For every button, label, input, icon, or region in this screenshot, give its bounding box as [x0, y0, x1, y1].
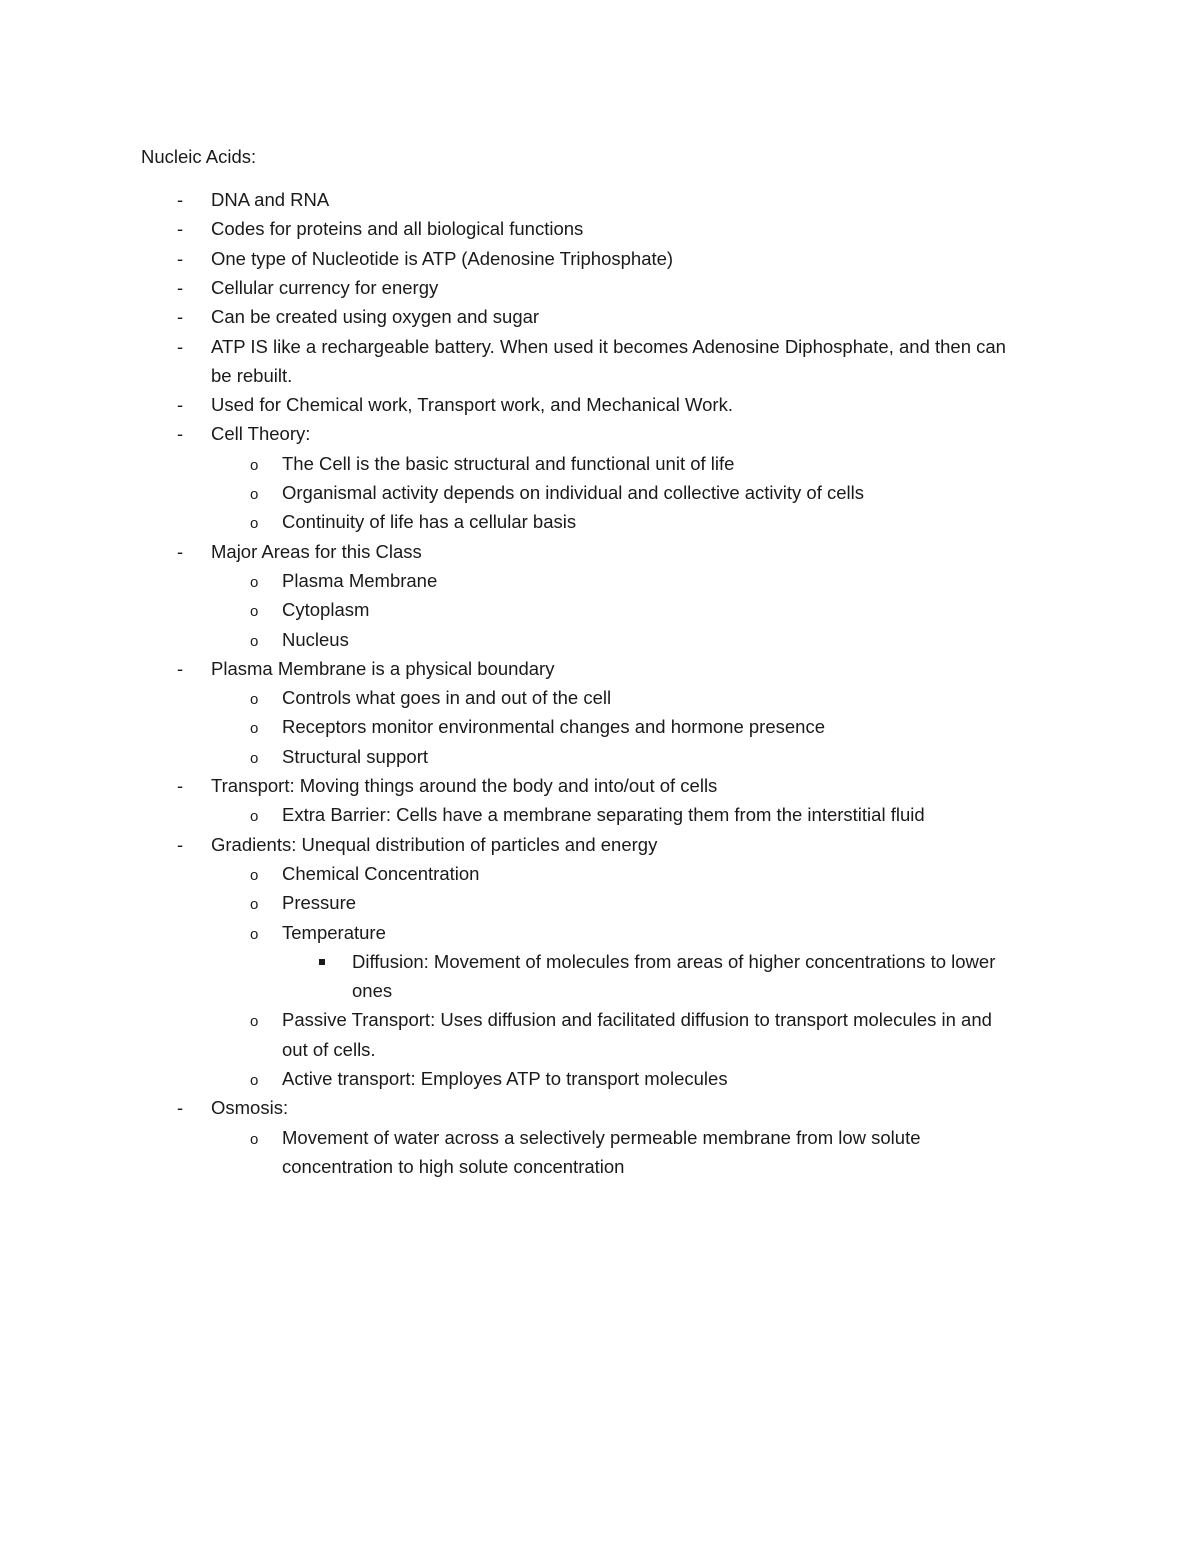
- dash-bullet-icon: -: [177, 276, 184, 298]
- list-item-text: DNA and RNA: [211, 189, 330, 210]
- dash-bullet-icon: -: [177, 247, 184, 269]
- list-item-text: Cytoplasm: [282, 599, 370, 621]
- circle-bullet-icon: o: [250, 896, 259, 914]
- dash-bullet-icon: -: [177, 775, 184, 796]
- dash-bullet-icon: -: [177, 189, 184, 210]
- dash-bullet-icon: -: [177, 540, 184, 562]
- dash-bullet-icon: -: [177, 423, 184, 445]
- list-item-text: Chemical Concentration: [282, 862, 480, 884]
- list-item-text: Passive Transport: Uses diffusion and facilitated diffusion to transport molecules in and: [282, 1009, 992, 1031]
- circle-bullet-icon: o: [250, 1072, 259, 1089]
- list-item-text: out of cells.: [282, 1038, 376, 1060]
- list-item-text: Active transport: Employes ATP to transport molecules: [282, 1068, 728, 1089]
- circle-bullet-icon: o: [250, 691, 259, 709]
- list-item-text: Pressure: [282, 892, 357, 914]
- dash-bullet-icon: -: [177, 335, 184, 357]
- list-item-text: Cellular currency for energy: [211, 276, 439, 298]
- list-item-text: Codes for proteins and all biological functions: [211, 218, 584, 240]
- circle-bullet-icon: o: [250, 456, 259, 474]
- list-item-text: Continuity of life has a cellular basis: [282, 511, 577, 533]
- list-item-text: concentration to high solute concentration: [282, 1155, 625, 1177]
- list-item-text: Extra Barrier: Cells have a membrane separating them from the interstitial fluid: [282, 804, 925, 826]
- circle-bullet-icon: o: [250, 749, 259, 767]
- dash-bullet-icon: -: [177, 833, 184, 855]
- list-item-text: Plasma Membrane is a physical boundary: [211, 657, 555, 679]
- list-item-text: Gradients: Unequal distribution of particles and energy: [211, 833, 658, 855]
- dash-bullet-icon: -: [177, 306, 184, 328]
- list-item-text: Transport: Moving things around the body and into/out of cells: [211, 775, 718, 796]
- circle-bullet-icon: o: [250, 720, 259, 738]
- square-bullet-icon: [319, 959, 325, 965]
- list-item-text: Cell Theory:: [211, 423, 311, 445]
- circle-bullet-icon: o: [250, 515, 259, 533]
- list-item-text: ATP IS like a rechargeable battery. When used it becomes Adenosine Diphosphate, and then can: [211, 335, 1006, 357]
- list-item-text: Controls what goes in and out of the cell: [282, 687, 612, 709]
- circle-bullet-icon: o: [250, 1130, 259, 1148]
- list-item-text: Used for Chemical work, Transport work, and Mechanical Work.: [211, 394, 733, 416]
- circle-bullet-icon: o: [250, 603, 259, 621]
- list-item-text: Major Areas for this Class: [211, 540, 422, 562]
- list-item-text: Nucleus: [282, 628, 349, 650]
- circle-bullet-icon: o: [250, 808, 259, 826]
- list-item-text: Diffusion: Movement of molecules from areas of higher concentrations to lower: [352, 950, 996, 972]
- list-item-text: One type of Nucleotide is ATP (Adenosine Triphosphate): [211, 247, 674, 269]
- list-item-text: Osmosis:: [211, 1097, 289, 1119]
- list-item-text: Movement of water across a selectively permeable membrane from low solute: [282, 1126, 921, 1148]
- circle-bullet-icon: o: [250, 632, 259, 650]
- circle-bullet-icon: o: [250, 486, 259, 503]
- circle-bullet-icon: o: [250, 866, 259, 884]
- list-item-text: Plasma Membrane: [282, 569, 438, 591]
- list-item-text: Structural support: [282, 745, 429, 767]
- circle-bullet-icon: o: [250, 1013, 259, 1031]
- list-item-text: Organismal activity depends on individual and collective activity of cells: [282, 482, 865, 503]
- dash-bullet-icon: -: [177, 394, 184, 416]
- circle-bullet-icon: o: [250, 925, 259, 943]
- circle-bullet-icon: o: [250, 573, 259, 591]
- dash-bullet-icon: -: [177, 657, 184, 679]
- list-item-text: Can be created using oxygen and sugar: [211, 306, 540, 328]
- list-item-text: ones: [352, 980, 393, 1002]
- list-item-text: The Cell is the basic structural and functional unit of life: [282, 452, 735, 474]
- dash-bullet-icon: -: [177, 218, 184, 240]
- dash-bullet-icon: -: [177, 1097, 184, 1119]
- list-item-text: Temperature: [282, 921, 386, 943]
- list-item-text: Receptors monitor environmental changes and hormone presence: [282, 716, 825, 738]
- list-item-text: be rebuilt.: [211, 364, 293, 386]
- document-heading: Nucleic Acids:: [141, 146, 257, 167]
